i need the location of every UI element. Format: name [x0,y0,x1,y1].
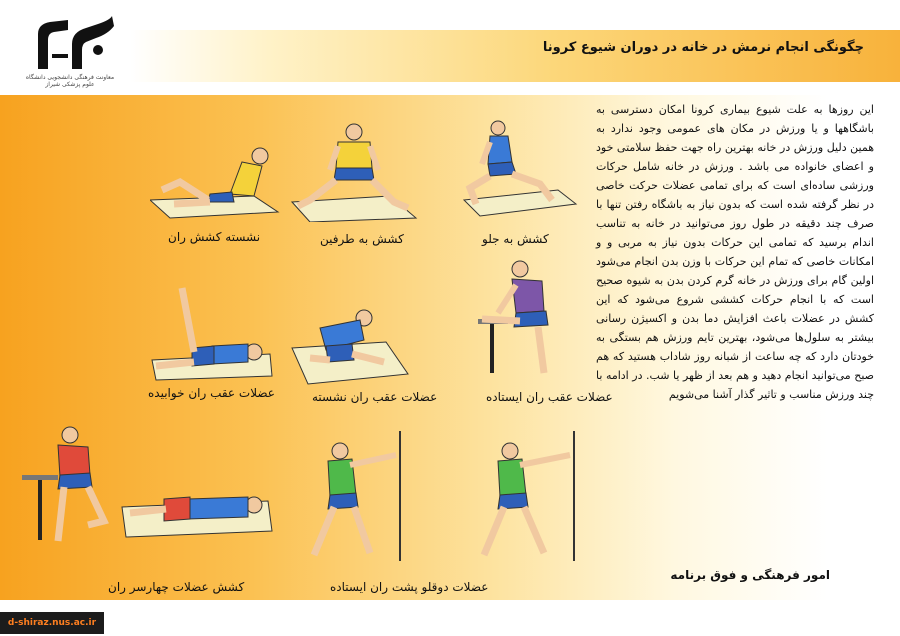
caption-seated-thigh-stretch: نشسته کشش ران [168,230,261,244]
title-bar [130,30,900,82]
caption-forward-stretch: کشش به جلو [482,232,549,246]
caption-seated-hamstring: عضلات عقب ران نشسته [312,390,438,404]
caption-lying-hamstring: عضلات عقب ران خوابیده [148,386,275,400]
seated-thigh-stretch-illustration [150,140,280,220]
calf-stretch-illustration [290,425,590,565]
caption-side-stretch: کشش به طرفین [320,232,404,246]
university-logo [28,14,118,74]
lying-hamstring-illustration [150,282,275,382]
caption-calf-stretch: عضلات دوقلو پشت ران ایستاده [330,580,489,594]
footer-organization: امور فرهنگی و فوق برنامه [670,568,830,582]
seated-hamstring-illustration [290,300,410,385]
website-link[interactable]: d-shiraz.nus.ac.ir [0,612,104,634]
caption-standing-hamstring: عضلات عقب ران ایستاده [486,390,613,404]
caption-quadriceps-stretch: کشش عضلات چهارسر ران [108,580,245,594]
forward-stretch-illustration [460,118,580,218]
page-title: چگونگی انجام نرمش در خانه در دوران شیوع کرونا [542,40,864,55]
standing-hamstring-illustration [472,255,572,375]
logo-caption: معاونت فرهنگی دانشجویی دانشگاه علوم پزشکی شیراز [25,74,115,88]
quadriceps-stretch-illustration [18,425,278,545]
side-stretch-illustration [290,122,420,222]
intro-paragraph: این روزها به علت شیوع بیماری کرونا امکان دسترسی به باشگاهها و یا ورزش در مکان های عمومی وجود ندارد به همین دلیل ورزش در خانه بهترین راه جهت حفظ سلامتی خود و اعضای خانواده می باشد . ورزش در خانه شامل حرکات ورزشی ساده‌ای است که برای تمامی عضلات حرکت خاصی در نظر گرفته شده است که بدون نیاز به باشگاه رفتن تنها با صرف چند دقیقه در طول روز می‌توانید در خانه به تناسب اندام برسید که تمامی این حرکات بدون نیاز به مربی و و امکانات خاصی که تمام این حرکات با وزن بدن انجام می‌شود اولین گام برای ورزش در خانه گرم کردن بدن به شیوه صحیح است که با انجام حرکات کششی شروع می‌شود که این کشش در عضلات باعث افزایش دما بدن و اکسیژن رسانی بیشتر به سلول‌ها می‌شود، بهترین تایم ورزش هم بستگی به خودتان دارد که چه ساعت از شبانه روز شاداب هستید که هم صبح می‌توانید انجام دهید و هم بعد از ظهر یا شب. در ادامه با چند ورزش مناسب و تاثیر گذار آشنا می‌شویم [596,103,874,401]
